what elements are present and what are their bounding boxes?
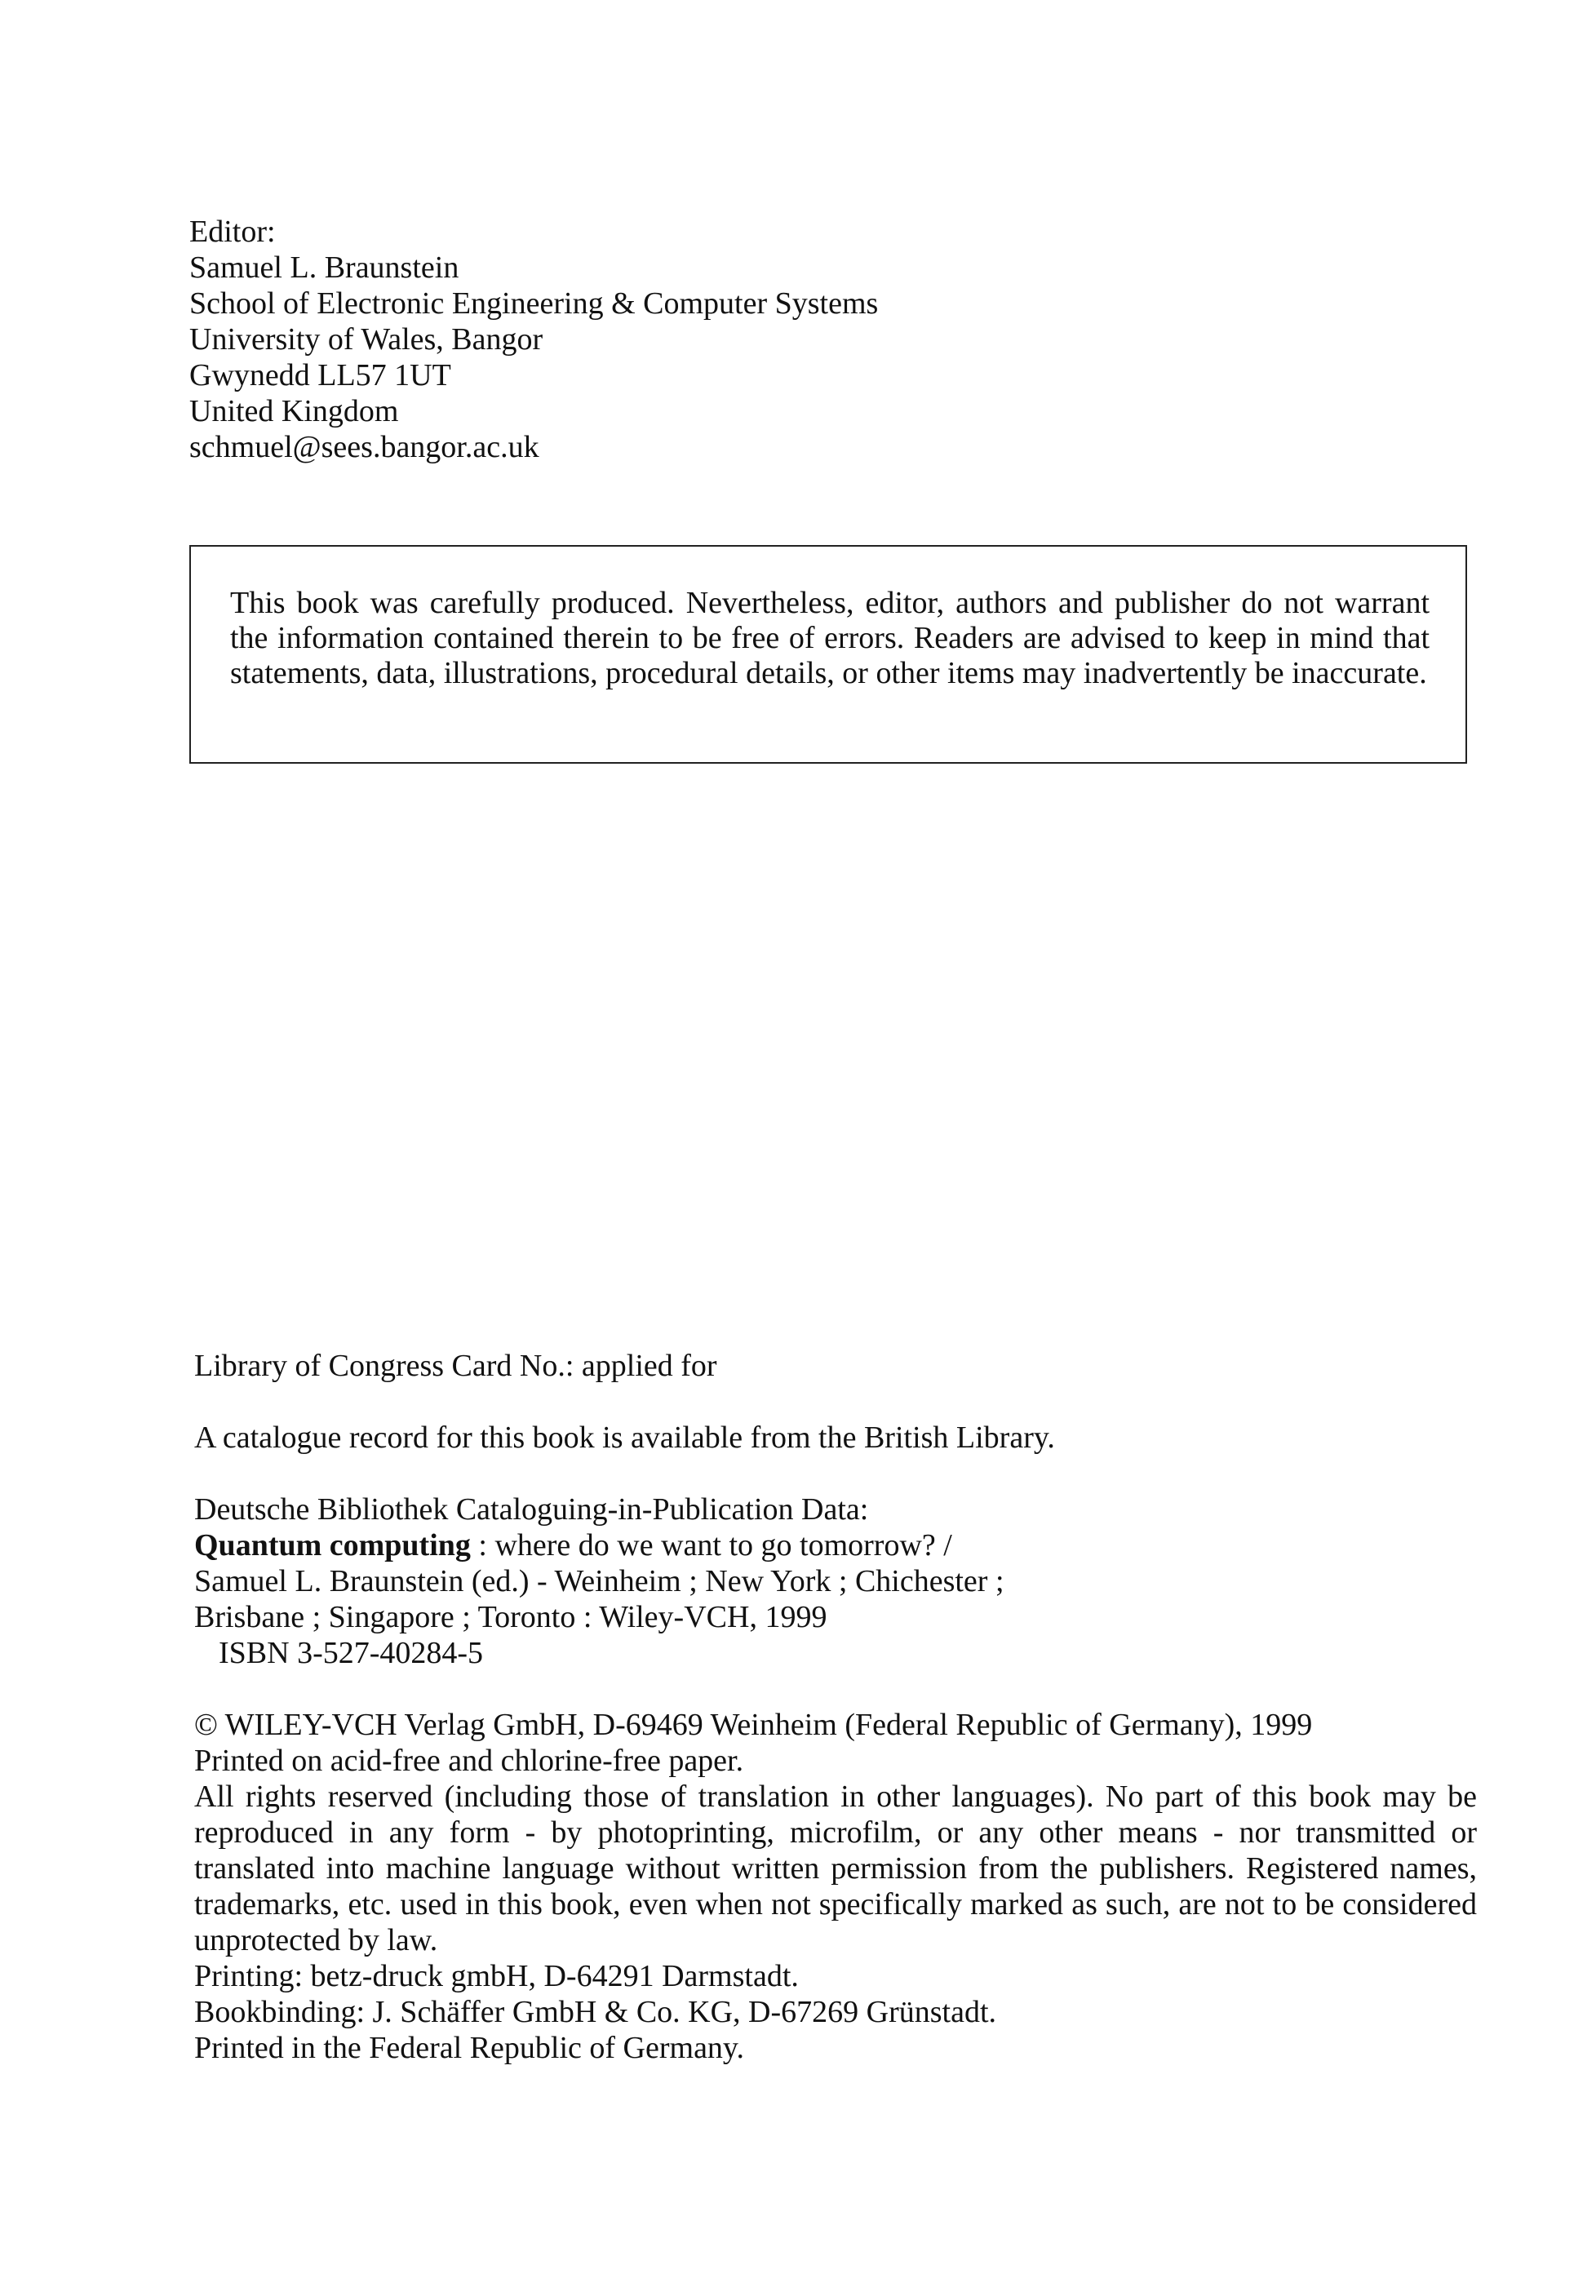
british-library-line: A catalogue record for this book is available from the British Library. — [194, 1421, 1055, 1455]
editor-university: University of Wales, Bangor — [189, 322, 543, 357]
printed-in-line: Printed in the Federal Republic of Germany. — [194, 2031, 744, 2065]
cip-editor-line: Samuel L. Braunstein (ed.) - Weinheim ; New York ; Chichester ; — [194, 1564, 1004, 1598]
publication-data-block — [194, 1348, 1483, 2066]
editor-name: Samuel L. Braunstein — [189, 250, 459, 285]
cip-title-line — [194, 1527, 1483, 1563]
editor-block — [189, 214, 878, 465]
editor-department: School of Electronic Engineering & Computer Systems — [189, 286, 879, 321]
copyright-notice: © WILEY-VCH Verlag GmbH, D-69469 Weinheim (Federal Republic of Germany), 1999 — [194, 1708, 1313, 1742]
disclaimer-text: This book was carefully produced. Nevertheless, editor, authors and publisher do not warrant the information contained therein to be free of errors. Readers are advised to keep in mind that statements, data, illustrations, procedural details, or other items may inadvertently be inaccurate. — [230, 586, 1430, 690]
deutsche-bibliothek-heading: Deutsche Bibliothek Cataloguing-in-Publication Data: — [194, 1492, 869, 1527]
bookbinding-line: Bookbinding: J. Schäffer GmbH & Co. KG, D-67269 Grünstadt. — [194, 1995, 997, 2029]
rights-reserved-text: All rights reserved (including those of translation in other languages). No part of this book may be reproduced in any form - by photoprinting, microfilm, or any other means - nor transmitted or translated into machine language without written permission from the publishers. Registered names, trademarks, etc. used in this book, even when not specifically marked as such, are not to be considered unprotected by law. — [194, 1780, 1477, 1957]
editor-address: Gwynedd LL57 1UT — [189, 358, 451, 392]
isbn-line: ISBN 3-527-40284-5 — [219, 1636, 484, 1670]
library-of-congress-line: Library of Congress Card No.: applied for — [194, 1349, 717, 1383]
editor-email: schmuel@sees.bangor.ac.uk — [189, 430, 539, 464]
editor-heading: Editor: — [189, 215, 276, 249]
cip-places-line: Brisbane ; Singapore ; Toronto : Wiley-VCH, 1999 — [194, 1600, 827, 1634]
book-title: Quantum computing — [194, 1528, 471, 1562]
book-subtitle: : where do we want to go tomorrow? / — [470, 1528, 952, 1562]
editor-country: United Kingdom — [189, 394, 399, 428]
printing-line: Printing: betz-druck gmbH, D-64291 Darmstadt. — [194, 1959, 799, 1993]
disclaimer-box — [189, 545, 1467, 764]
paper-notice: Printed on acid-free and chlorine-free paper. — [194, 1744, 744, 1778]
